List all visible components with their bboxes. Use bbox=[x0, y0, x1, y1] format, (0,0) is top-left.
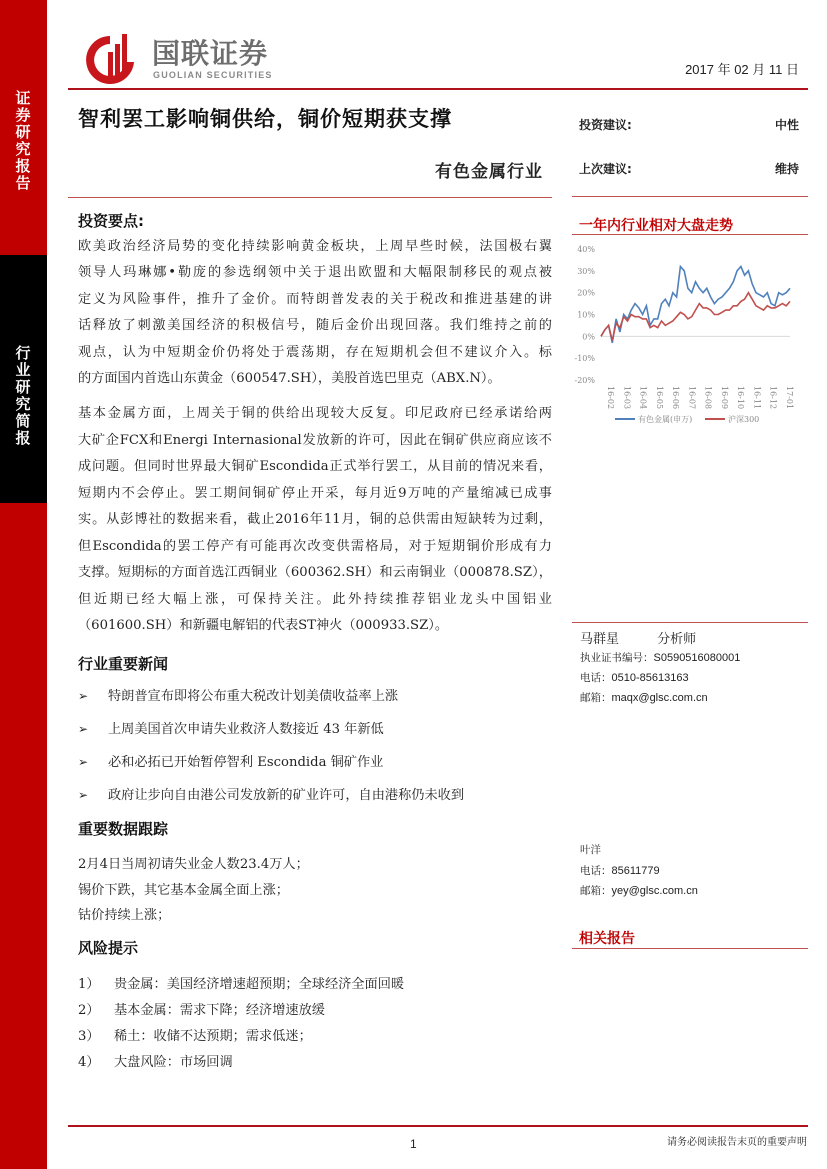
y-tick-label: 0% bbox=[582, 332, 595, 342]
y-tick-label: 20% bbox=[577, 288, 595, 298]
analyst-2-phone bbox=[580, 863, 660, 878]
paragraph-line: 领导人玛琳娜•勒庞的参选纲领中关于退出欧盟和大幅限制移民的观点被 bbox=[78, 265, 552, 281]
guolian-logo-icon bbox=[80, 28, 140, 88]
risk-text: 基本金属：需求下降；经济增速放缓 bbox=[114, 1003, 325, 1018]
industry-label: 有色金属行业 bbox=[435, 162, 543, 182]
analyst-2-email bbox=[580, 883, 698, 898]
risk-number: 4） bbox=[78, 1055, 100, 1070]
bullet-arrow-icon: ➢ bbox=[78, 689, 89, 703]
page-number: 1 bbox=[410, 1137, 417, 1151]
invest-advice-label: 投资建议: bbox=[579, 118, 632, 132]
invest-advice-value: 中性 bbox=[774, 118, 799, 132]
related-divider bbox=[572, 948, 808, 949]
x-tick-label: 16-05 bbox=[654, 386, 664, 410]
x-tick-label: 16-08 bbox=[703, 386, 713, 410]
header-divider bbox=[68, 88, 808, 90]
paragraph-line: 大矿企FCX和Energi Internasional发放新的许可，因此在铜矿供应商应该不 bbox=[78, 432, 552, 448]
analyst-1 bbox=[580, 628, 696, 647]
news-item bbox=[78, 751, 383, 770]
sidebar-label-industry-brief: 行业研究简报 bbox=[15, 344, 31, 447]
prev-advice-value: 维持 bbox=[774, 162, 799, 176]
paragraph-line: 但近期已经大幅上涨，可保持关注。此外持续推荐铝业龙头中国铝业 bbox=[78, 591, 552, 607]
legend-label-0: 有色金属(申万) bbox=[638, 415, 693, 424]
risks-heading: 风险提示 bbox=[78, 939, 139, 957]
news-heading: 行业重要新闻 bbox=[78, 655, 169, 673]
series-line-1 bbox=[601, 293, 790, 341]
x-tick-label: 16-11 bbox=[752, 386, 762, 410]
paragraph-line: 观点，认为中短期金价仍将处于震荡期，存在短期机会但不建议介入。标 bbox=[78, 344, 552, 360]
report-title: 智利罢工影响铜供给，铜价短期获支撑 bbox=[78, 107, 452, 131]
risk-text: 稀土：收储不达预期；需求低迷； bbox=[114, 1029, 312, 1044]
paragraph-line: 欧美政治经济局势的变化持续影响黄金板块，上周早些时候，法国极右翼 bbox=[78, 239, 552, 254]
x-tick-label: 16-06 bbox=[671, 386, 681, 410]
chart-heading-divider bbox=[572, 234, 808, 235]
cert-label: 执业证书编号： bbox=[580, 652, 654, 664]
footer-divider bbox=[68, 1125, 808, 1127]
x-tick-label: 16-04 bbox=[638, 386, 648, 410]
x-tick-label: 16-10 bbox=[736, 386, 746, 410]
paragraph-line: 成问题。但同时世界最大铜矿Escondida正式举行罢工，从目前的情况来看， bbox=[78, 459, 552, 474]
paragraph-line: （601600.SH）和新疆电解铝的代表ST神火（000933.SZ）。 bbox=[78, 618, 449, 633]
news-item-text: 政府让步向自由港公司发放新的矿业许可，自由港称仍未收到 bbox=[108, 788, 465, 803]
risk-number: 3） bbox=[78, 1029, 100, 1044]
y-tick-label: 40% bbox=[577, 245, 595, 254]
phone-label: 电话： bbox=[580, 865, 612, 877]
y-tick-label: 10% bbox=[577, 310, 595, 320]
news-item bbox=[78, 718, 384, 737]
news-item-text: 特朗普宣布即将公布重大税改计划美债收益率上涨 bbox=[108, 689, 399, 704]
x-tick-label: 16-07 bbox=[687, 386, 697, 410]
x-tick-label: 16-12 bbox=[768, 386, 778, 410]
x-tick-label: 16-09 bbox=[719, 386, 729, 410]
analyst-1-name: 马群星 bbox=[580, 632, 620, 647]
paragraph-line: 短期内不会停止。罢工期间铜矿停止开采，每月近9万吨的产量缩减已成事 bbox=[78, 485, 552, 501]
phone-number: 0510-85613163 bbox=[611, 672, 689, 684]
analyst-1-title: 分析师 bbox=[657, 632, 697, 647]
news-item-text: 必和必拓已开始暂停智利 Escondida 铜矿作业 bbox=[108, 755, 384, 770]
news-item bbox=[78, 685, 398, 704]
email-label: 邮箱： bbox=[580, 692, 612, 704]
risk-number: 1） bbox=[78, 977, 100, 992]
legend-label-1: 沪深300 bbox=[728, 415, 760, 424]
news-item bbox=[78, 784, 464, 803]
paragraph-line: 的方面国内首选山东黄金（600547.SH），美股首选巴里克（ABX.N）。 bbox=[78, 371, 501, 386]
cert-number: S0590516080001 bbox=[653, 652, 741, 664]
relative-performance-chart bbox=[565, 238, 805, 428]
title-divider bbox=[68, 197, 552, 198]
analyst-2-name: 叶洋 bbox=[580, 844, 601, 856]
risk-text: 大盘风险：市场回调 bbox=[114, 1055, 233, 1070]
paragraph-line: 基本金属方面，上周关于铜的供给出现较大反复。印尼政府已经承诺给两 bbox=[78, 406, 552, 421]
sidebar-label-securities-report: 证券研究报告 bbox=[15, 89, 31, 192]
analyst-1-phone bbox=[580, 670, 689, 685]
x-tick-label: 17-01 bbox=[785, 386, 794, 410]
prev-advice-label: 上次建议: bbox=[579, 162, 632, 176]
risk-item bbox=[78, 999, 325, 1018]
chart-heading: 一年内行业相对大盘走势 bbox=[579, 218, 733, 234]
news-item-text: 上周美国首次申请失业救济人数接近 43 年新低 bbox=[108, 722, 384, 737]
bullet-arrow-icon: ➢ bbox=[78, 755, 89, 769]
analyst-divider bbox=[572, 622, 808, 623]
email-link[interactable]: yey@glsc.com.cn bbox=[611, 885, 698, 897]
data-tracking-line: 钴价持续上涨； bbox=[78, 908, 171, 923]
email-label: 邮箱： bbox=[580, 885, 612, 897]
data-tracking-line: 锡价下跌，其它基本金属全面上涨； bbox=[78, 882, 289, 898]
analyst-1-cert bbox=[580, 650, 740, 665]
report-date: 2017 年 02 月 11 日 bbox=[685, 62, 799, 77]
bullet-arrow-icon: ➢ bbox=[78, 722, 89, 736]
disclaimer-note: 请务必阅读报告末页的重要声明 bbox=[667, 1137, 807, 1148]
logo-en-text: GUOLIAN SECURITIES bbox=[153, 70, 273, 80]
y-tick-label: -20% bbox=[574, 376, 595, 385]
key-points-heading: 投资要点: bbox=[78, 212, 144, 230]
rating-divider bbox=[572, 196, 808, 197]
risk-item bbox=[78, 973, 404, 992]
x-tick-label: 16-03 bbox=[622, 386, 632, 410]
risk-number: 2） bbox=[78, 1003, 100, 1018]
logo-cn-text: 国联证券 bbox=[152, 37, 269, 70]
paragraph-line: 但Escondida的罢工停产有可能再次改变供需格局，对于短期铜价形成有力 bbox=[78, 538, 552, 554]
bullet-arrow-icon: ➢ bbox=[78, 788, 89, 802]
email-link[interactable]: maqx@glsc.com.cn bbox=[611, 692, 708, 704]
risk-item bbox=[78, 1025, 312, 1044]
paragraph-line: 话释放了刺激美国经济的积极信号，随后金价出现回落。我们维持之前的 bbox=[78, 318, 552, 334]
paragraph-line: 实。从彭博社的数据来看，截止2016年11月，铜的总供需由短缺转为过剩， bbox=[78, 512, 552, 527]
risk-item bbox=[78, 1051, 233, 1070]
data-tracking-heading: 重要数据跟踪 bbox=[78, 820, 169, 838]
x-tick-label: 16-02 bbox=[606, 386, 615, 410]
phone-label: 电话： bbox=[580, 672, 612, 684]
phone-number: 85611779 bbox=[611, 865, 660, 877]
data-tracking-line: 2月4日当周初请失业金人数23.4万人； bbox=[78, 857, 309, 872]
paragraph-line: 支撑。短期标的方面首选江西铜业（600362.SH）和云南铜业（000878.SZ）， bbox=[78, 565, 552, 580]
paragraph-line: 定义为风险事件，推升了金价。而特朗普发表的关于税改和推进基建的讲 bbox=[78, 291, 552, 307]
series-line-0 bbox=[601, 267, 790, 343]
sidebar-red-band-lower bbox=[0, 503, 47, 1169]
analyst-1-email bbox=[580, 690, 708, 705]
related-reports-heading: 相关报告 bbox=[579, 931, 635, 947]
y-tick-label: 30% bbox=[577, 266, 595, 276]
risk-text: 贵金属：美国经济增速超预期；全球经济全面回暖 bbox=[114, 977, 405, 992]
y-tick-label: -10% bbox=[574, 354, 595, 364]
